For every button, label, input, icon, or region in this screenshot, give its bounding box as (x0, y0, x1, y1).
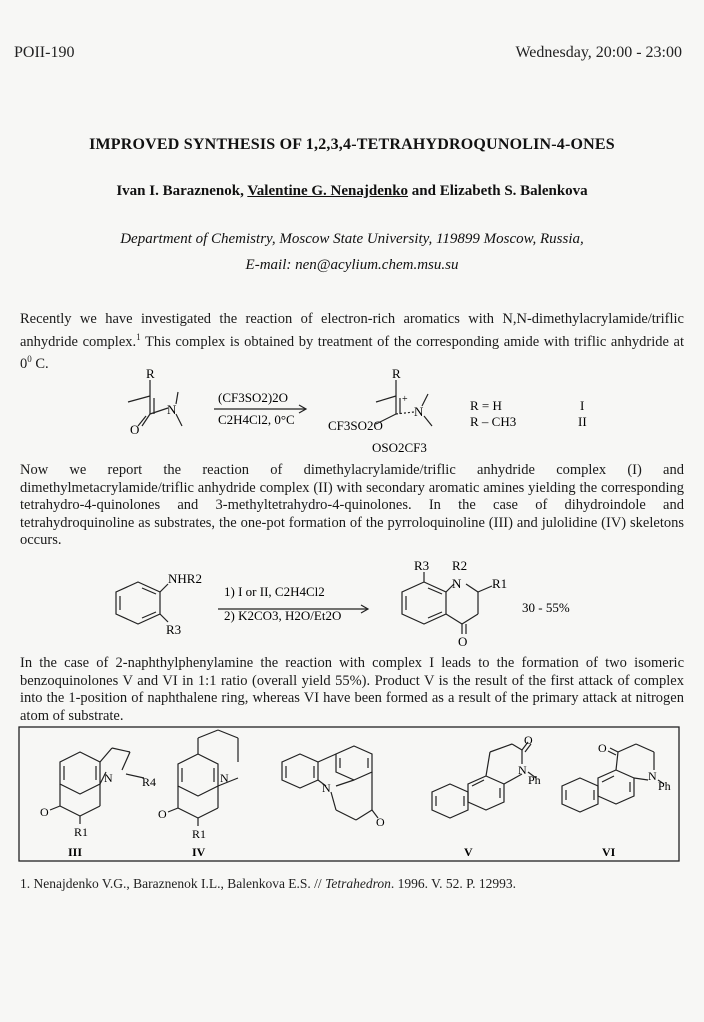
reagent-top: (CF3SO2)2O (218, 390, 289, 405)
iv-o: O (158, 807, 167, 821)
para1-rest: This complex is obtained by treatment of the corresponding amide with triflic anhydride at 0 (20, 333, 684, 372)
paragraph-results: Now we report the reaction of dimethylacrylamide/triflic anhydride complex (I) and dimethylmetacrylamide/triflic anhydride complex (II) with secondary aromatic amines yielding the corresponding tetrahydro-4-quinolones and 3-methyltetrahydro-4-quinolones. In the case of dihydroindole and tetrahydroquinoline as substrates, the one-pot formation of the pyrroloquinoline (III) and julolidine (IV) skeletons occurs. (20, 462, 684, 548)
nhr2-label: NHR2 (168, 571, 202, 586)
reference-details: . 1996. V. 52. P. 12993. (390, 876, 516, 891)
affiliation: Department of Chemistry, Moscow State University, 119899 Moscow, Russia, (120, 231, 584, 247)
para1-tail: C. (31, 355, 49, 372)
paragraph-naphthyl: In the case of 2-naphthylphenylamine the reaction with complex I leads to the formation of two isomeric benzoquinolones V and VI in 1:1 ratio (overall yield 55%). Product V is the result of the first attack of complex into the 1-position of naphthalene ring, whereas VI have been formed as a result of the primary attack at nitrogen atom of substrate. (20, 655, 684, 724)
step-1: 1) I or II, C2H4Cl2 (224, 584, 325, 599)
carbazolone-n: N (322, 781, 331, 795)
iv-r1: R1 (192, 827, 207, 841)
para1-text: Recently we have investigated the reaction of electron-rich aromatics with N,N-dimethylacrylamide/triflic anhydride complex. (20, 311, 684, 350)
iv-n: N (220, 771, 229, 785)
carbazolone-o: O (376, 815, 385, 829)
reference (20, 876, 684, 892)
r3-left-label: R3 (166, 622, 182, 637)
label-iv: IV (192, 845, 206, 859)
step-2: 2) K2CO3, H2O/Et2O (224, 608, 342, 623)
vi-ph: Ph (658, 779, 671, 793)
author-3: and Elizabeth S. Balenkova (408, 183, 588, 199)
label-complex-1: I (580, 398, 585, 413)
v-ph: Ph (528, 773, 541, 787)
authors (0, 183, 704, 200)
reference-journal: Tetrahedron (325, 876, 391, 891)
yield-range: 30 - 55% (522, 600, 570, 615)
label-iii: III (68, 845, 83, 859)
n-right-label: N (414, 404, 424, 419)
n-product-label: N (452, 576, 462, 591)
reference-marker: 1 (136, 331, 141, 342)
label-complex-2: II (578, 414, 587, 429)
label-vi: VI (602, 845, 616, 859)
paper-title: IMPROVED SYNTHESIS OF 1,2,3,4-TETRAHYDROQUNOLIN-4-ONES (89, 136, 615, 153)
r1-label: R1 (492, 576, 508, 591)
triflate-o-label: CF3SO2O (328, 418, 383, 433)
scheme-complex-formation (0, 364, 704, 460)
vi-o: O (598, 741, 607, 755)
session-time: Wednesday, 20:00 - 23:00 (515, 44, 682, 61)
triflate-anion: OSO2CF3 (372, 440, 427, 455)
o-left-label: O (130, 422, 140, 437)
n-left-label: N (167, 402, 177, 417)
definition-r-h: R = H (470, 398, 502, 413)
author-1: Ivan I. Baraznenok, (116, 183, 248, 199)
r-left-label: R (146, 366, 155, 381)
label-v: V (464, 845, 473, 859)
plus-charge: + (402, 394, 408, 405)
o-product-label: O (458, 634, 468, 649)
definition-r-ch3: R – CH3 (470, 414, 517, 429)
structures-box (18, 726, 680, 864)
author-2: Valentine G. Nenajdenko (247, 183, 409, 199)
vi-n: N (648, 769, 657, 783)
r2-label: R2 (452, 558, 468, 573)
degree-marker: 0 (27, 353, 32, 364)
abstract-code: PОII-190 (14, 44, 75, 61)
v-o: O (524, 733, 533, 747)
r-right-label: R (392, 366, 401, 381)
iii-n: N (104, 771, 113, 785)
email: E-mail: nen@acylium.chem.msu.su (245, 257, 459, 273)
reference-authors: 1. Nenajdenko V.G., Baraznenok I.L., Balenkova E.S. // (20, 876, 326, 891)
iii-r1: R1 (74, 825, 89, 839)
scheme-quinolone-synthesis (0, 552, 704, 652)
iii-o: O (40, 805, 49, 819)
r3-product-label: R3 (414, 558, 430, 573)
iii-r4: R4 (142, 775, 157, 789)
v-n: N (518, 763, 527, 777)
reagent-bottom: C2H4Cl2, 0°C (218, 412, 295, 427)
